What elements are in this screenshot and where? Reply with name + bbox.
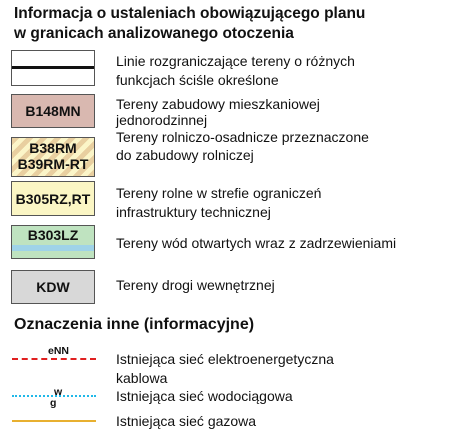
boundary-line-description: Linie rozgraniczające tereny o różnych funkcjach ściśle określone bbox=[116, 53, 355, 88]
gas-line-stroke bbox=[12, 420, 96, 422]
electric-line-description: Istniejąca sieć elektroenergetyczna kablowa bbox=[116, 351, 334, 386]
water-strip bbox=[12, 245, 94, 251]
legend-swatch-b303lz bbox=[11, 225, 95, 259]
electric-line-symbol bbox=[10, 346, 98, 366]
legend-code-b303lz: B303LZ bbox=[27, 227, 79, 243]
legend-desc-b303lz: Tereny wód otwartych wraz z zadrzewieniami bbox=[116, 235, 397, 251]
boundary-line-stroke bbox=[12, 66, 94, 69]
legend-desc-b305rzrt: Tereny rolne w strefie ograniczeń infrastruktury technicznej bbox=[116, 185, 322, 220]
legend-code-b148mn: B148MN bbox=[25, 103, 81, 119]
legend-swatch-kdw bbox=[11, 270, 95, 304]
legend-code-b38rm: B38RM bbox=[29, 140, 77, 156]
boundary-line-symbol bbox=[11, 50, 95, 86]
gas-line-description: Istniejąca sieć gazowa bbox=[116, 413, 257, 429]
legend-title-line1: Informacja o ustaleniach obowiązującego planu bbox=[14, 5, 366, 22]
legend-title-line2: w granicach analizowanego otoczenia bbox=[14, 25, 294, 42]
info-section-title: Oznaczenia inne (informacyjne) bbox=[14, 316, 255, 333]
gas-line-label: g bbox=[50, 397, 57, 409]
legend-swatch-b305rzrt bbox=[11, 181, 95, 216]
legend-code-b39rm-rt: B39RM-RT bbox=[17, 156, 89, 172]
water-line-label: w bbox=[54, 386, 63, 398]
legend-desc-b38rm: Tereny rolniczo-osadnicze przeznaczone do zabudowy rolniczej bbox=[116, 129, 369, 163]
legend-swatch-b148mn bbox=[11, 94, 95, 128]
water-line-description: Istniejąca sieć wodociągowa bbox=[116, 388, 293, 404]
legend-desc-b148mn: Tereny zabudowy mieszkaniowej jednorodzinnej bbox=[116, 96, 320, 128]
legend-code-kdw: KDW bbox=[36, 279, 70, 295]
water-line-symbol bbox=[10, 385, 98, 409]
legend-title bbox=[14, 4, 454, 44]
legend-desc-kdw: Tereny drogi wewnętrznej bbox=[116, 277, 275, 293]
legend-code-b305rzrt: B305RZ,RT bbox=[15, 191, 91, 207]
electric-line-stroke bbox=[12, 358, 96, 360]
electric-line-label: eNN bbox=[48, 345, 70, 357]
gas-line-symbol bbox=[10, 418, 98, 424]
legend-swatch-b38rm bbox=[11, 137, 95, 177]
